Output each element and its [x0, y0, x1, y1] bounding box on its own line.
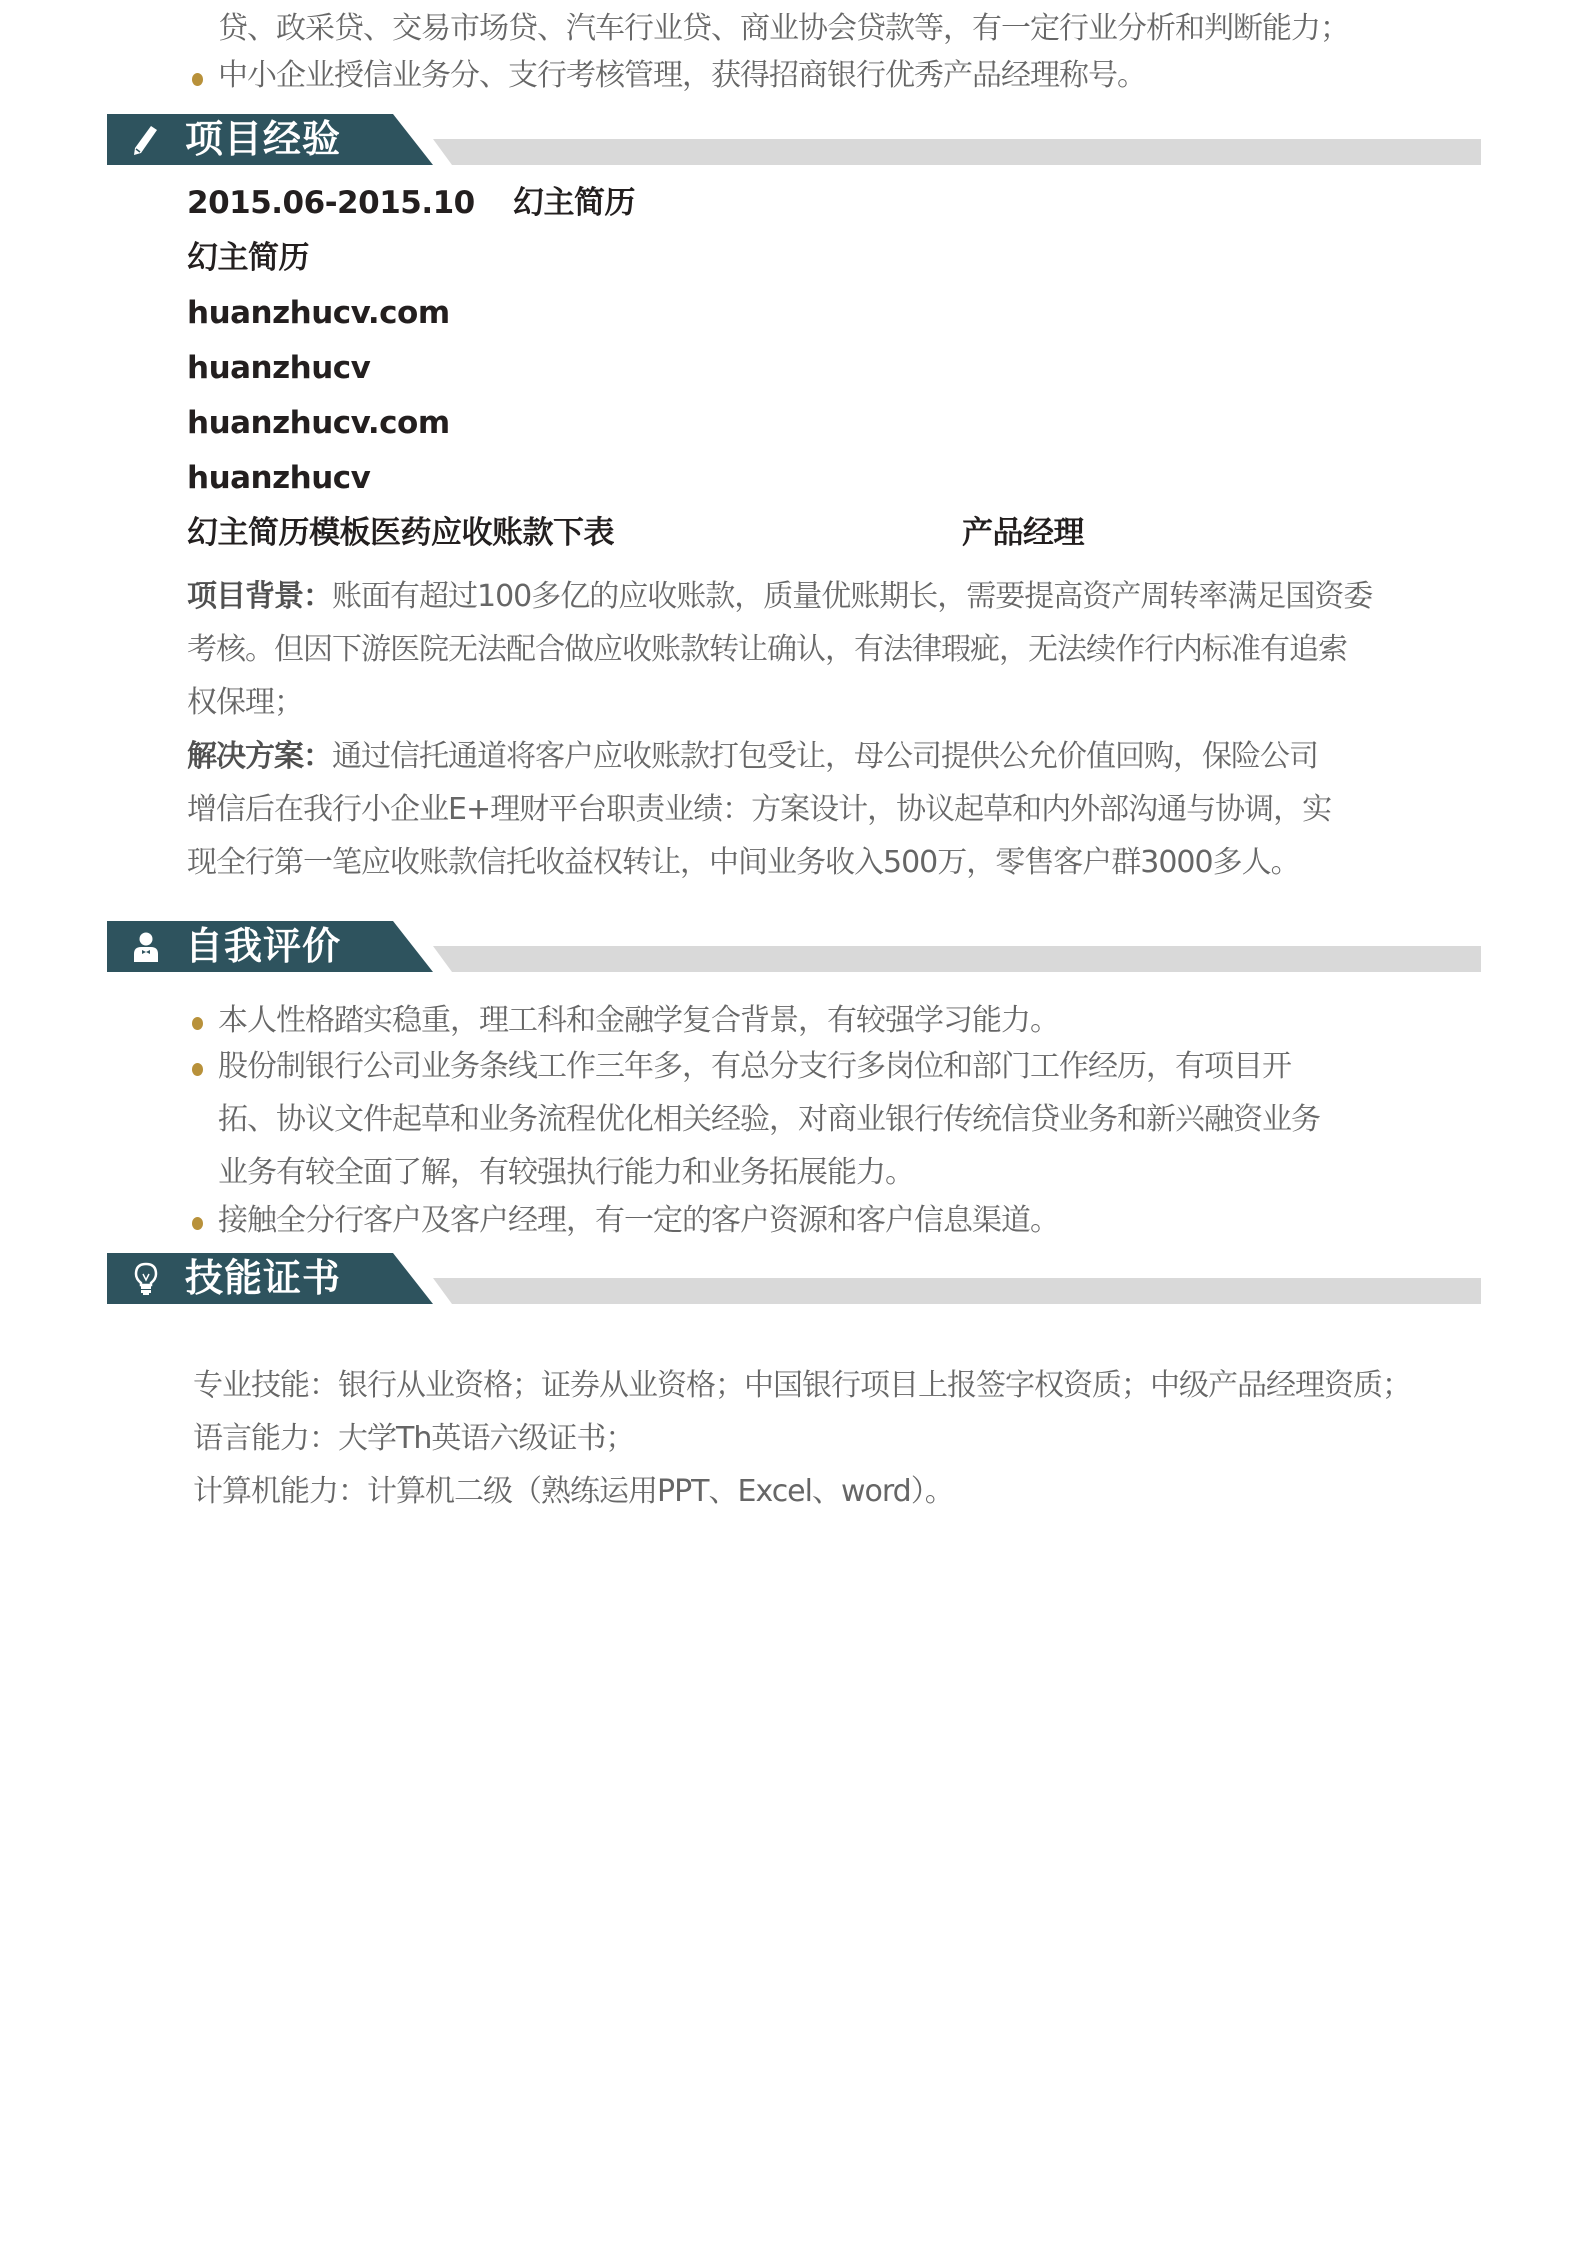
work-bullet-text: 中小企业授信业务分、支行考核管理，获得招商银行优秀产品经理称号。: [218, 58, 1146, 93]
project-solution-line: 增信后在我行小企业E+理财平台职责业绩：方案设计，协议起草和内外部沟通与协调，实: [187, 792, 1332, 827]
project-background-line: 权保理；: [187, 685, 303, 720]
lightbulb-icon: [129, 1262, 163, 1296]
self-eval-item-cont: 业务有较全面了解，有较强执行能力和业务拓展能力。: [218, 1155, 914, 1190]
section-title: 技能证书: [185, 1256, 342, 1300]
section-header-bar: [433, 139, 1481, 165]
bullet-icon: [192, 1063, 203, 1076]
project-name: 幻主简历模板医药应收账款下表: [187, 515, 614, 551]
project-line: huanzhucv.com: [187, 405, 450, 441]
project-solution-line: 现全行第一笔应收账款信托收益权转让，中间业务收入500万，零售客户群3000多人。: [187, 845, 1300, 880]
section-header-project: [107, 114, 1481, 165]
section-header-bar: [433, 1278, 1481, 1304]
project-background-line: 考核。但因下游医院无法配合做应收账款转让确认，有法律瑕疵，无法续作行内标准有追索: [187, 632, 1347, 667]
project-line: huanzhucv.com: [187, 295, 450, 331]
bullet-icon: [192, 1217, 203, 1230]
pencil-icon: [129, 123, 163, 157]
solution-label: 解决方案：: [187, 739, 332, 774]
project-role: 产品经理: [962, 515, 1084, 551]
project-background-line: [187, 570, 1372, 623]
bullet-icon: [192, 1017, 203, 1030]
section-title: 自我评价: [185, 924, 342, 968]
skills-line-professional: 专业技能：银行从业资格；证券从业资格；中国银行项目上报签字权资质；中级产品经理资质；: [193, 1368, 1411, 1403]
section-header-bar: [433, 946, 1481, 972]
project-period: 2015.06-2015.10: [187, 185, 475, 221]
self-eval-item-cont: 拓、协议文件起草和业务流程优化相关经验，对商业银行传统信贷业务和新兴融资业务: [218, 1102, 1320, 1137]
person-icon: [129, 930, 163, 964]
background-text: 账面有超过100多亿的应收账款，质量优账期长，需要提高资产周转率满足国资委: [332, 579, 1373, 614]
project-line: huanzhucv: [187, 350, 371, 386]
project-company: 幻主简历: [513, 185, 635, 221]
self-eval-item: 股份制银行公司业务条线工作三年多，有总分支行多岗位和部门工作经历，有项目开: [218, 1049, 1291, 1084]
self-eval-item: 接触全分行客户及客户经理，有一定的客户资源和客户信息渠道。: [218, 1203, 1059, 1238]
work-continuation-line: 贷、政采贷、交易市场贷、汽车行业贷、商业协会贷款等，有一定行业分析和判断能力；: [218, 11, 1349, 46]
bullet-icon: [192, 73, 203, 86]
project-solution-line: [187, 730, 1318, 783]
self-eval-item: 本人性格踏实稳重，理工科和金融学复合背景，有较强学习能力。: [218, 1003, 1059, 1038]
project-line: huanzhucv: [187, 460, 371, 496]
section-header-self-eval: [107, 921, 1481, 972]
background-label: 项目背景：: [187, 579, 332, 614]
project-line: 幻主简历: [187, 240, 309, 276]
skills-line-computer: 计算机能力：计算机二级（熟练运用PPT、Excel、word）。: [193, 1474, 954, 1509]
section-title: 项目经验: [185, 117, 342, 161]
skills-line-language: 语言能力：大学Th英语六级证书；: [193, 1421, 635, 1456]
solution-text: 通过信托通道将客户应收账款打包受让，母公司提供公允价值回购，保险公司: [332, 739, 1318, 774]
section-header-skills: [107, 1253, 1481, 1304]
